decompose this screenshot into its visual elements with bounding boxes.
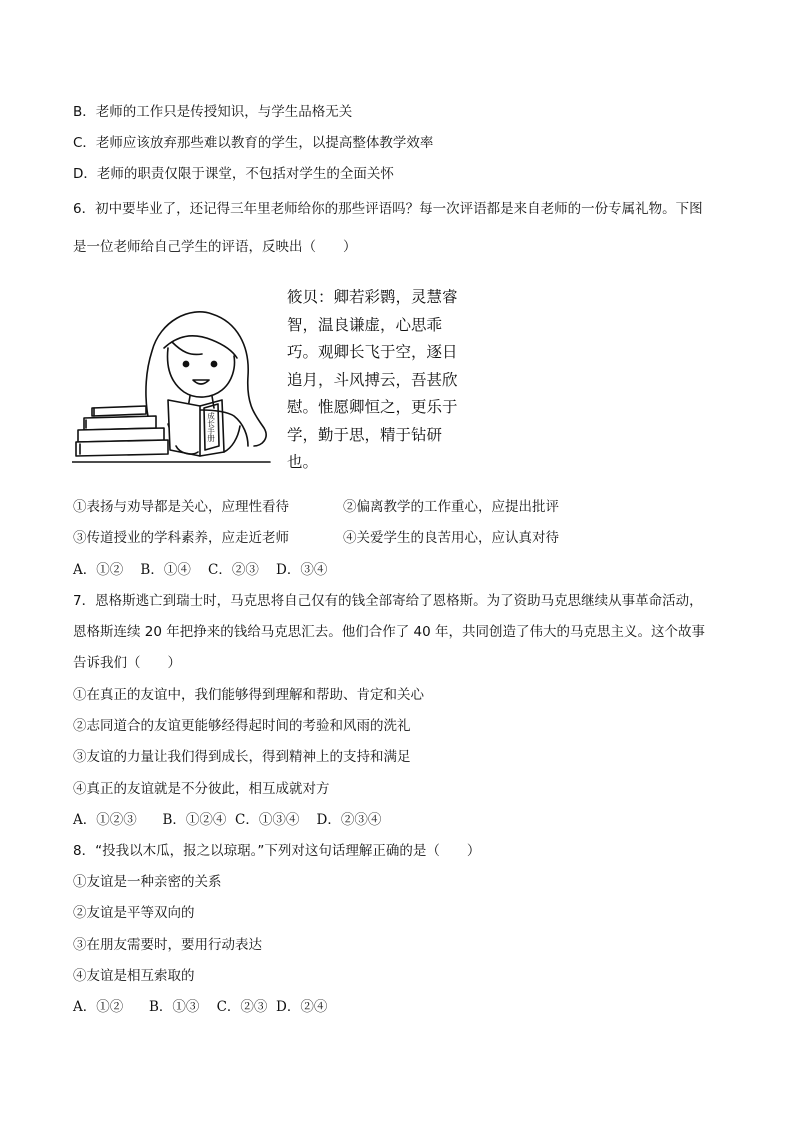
q7-option-a: A．①②③ <box>73 812 137 828</box>
q5-option-c: C．老师应该放弃那些难以教育的学生，以提高整体教学效率 <box>73 135 434 151</box>
q6-option-a: A．①② <box>73 562 124 578</box>
teacher-comment-card <box>287 284 473 477</box>
q8-option-c: C．②③ <box>216 999 268 1015</box>
comment-line: 巧。观卿长飞于空，逐日 <box>287 343 458 361</box>
q6-stem-line2: 是一位老师给自己学生的评语，反映出（ ） <box>73 239 357 255</box>
q7-statement-2: ②志同道合的友谊更能够经得起时间的考验和风雨的洗礼 <box>73 718 411 734</box>
q8-option-b: B．①③ <box>149 999 200 1015</box>
q7-option-b: B．①②④ <box>162 812 227 828</box>
q7-option-c: C．①③④ <box>235 812 300 828</box>
q7-option-d: D．②③④ <box>316 812 382 828</box>
q6-statement-2: ②偏离教学的工作重心，应提出批评 <box>343 499 559 515</box>
q7-options <box>73 810 381 830</box>
q8-statement-2: ②友谊是平等双向的 <box>73 905 195 921</box>
q8-stem: 8．“投我以木瓜，报之以琼琚。”下列对这句话理解正确的是（ ） <box>73 843 481 859</box>
comment-line: 智，温良谦虚，心思乖 <box>287 315 443 334</box>
comment-line: 筱贝：卿若彩鹮，灵慧睿 <box>287 288 458 306</box>
q5-option-b: B．老师的工作只是传授知识，与学生品格无关 <box>73 104 353 120</box>
q7-stem-line3: 告诉我们（ ） <box>73 655 181 671</box>
q6-option-d: D．③④ <box>276 562 328 578</box>
q7-statement-3: ③友谊的力量让我们得到成长，得到精神上的支持和满足 <box>73 749 411 765</box>
girl-reading-icon <box>72 296 272 468</box>
q6-option-c: C．②③ <box>208 562 259 578</box>
q8-option-a: A．①② <box>73 999 124 1015</box>
q7-statement-4: ④真正的友谊就是不分彼此，相互成就对方 <box>73 781 330 797</box>
q8-statement-4: ④友谊是相互索取的 <box>73 968 195 984</box>
girl-reading-illustration <box>72 296 272 468</box>
q6-statement-3: ③传道授业的学科素养，应走近老师 <box>73 530 289 546</box>
q7-statement-1: ①在真正的友谊中，我们能够得到理解和帮助、肯定和关心 <box>73 687 424 703</box>
q8-statement-3: ③在朋友需要时，要用行动表达 <box>73 937 262 953</box>
q8-options <box>73 997 327 1017</box>
q6-options <box>73 560 327 580</box>
comment-line: 也。 <box>287 453 319 471</box>
q6-statement-1: ①表扬与劝导都是关心，应理性看待 <box>73 499 289 515</box>
q6-option-b: B．①④ <box>140 562 191 578</box>
q8-option-d: D．②④ <box>276 999 328 1015</box>
q5-option-d: D．老师的职责仅限于课堂，不包括对学生的全面关怀 <box>73 166 394 182</box>
q6-statement-4: ④关爱学生的良苦用心，应认真对待 <box>343 530 559 546</box>
comment-line: 学，勤于思，精于钻研 <box>287 425 443 444</box>
comment-line: 慰。惟愿卿恒之，更乐于 <box>287 398 458 416</box>
q8-statement-1: ①友谊是一种亲密的关系 <box>73 874 222 890</box>
q6-stem-line1: 6．初中要毕业了，还记得三年里老师给你的那些评语吗？每一次评语都是来自老师的一份专属礼物。下图 <box>73 201 703 217</box>
q7-stem-line2: 恩格斯连续 20 年把挣来的钱给马克思汇去。他们合作了 40 年，共同创造了伟大的马克思主义。这个故事 <box>73 624 706 640</box>
q7-stem-line1: 7．恩格斯逃亡到瑞士时，马克思将自己仅有的钱全部寄给了恩格斯。为了资助马克思继续从事革命活动， <box>73 593 703 609</box>
book-label: 成长手册 <box>206 412 216 442</box>
comment-line: 追月，斗风搏云，吾甚欣 <box>287 370 458 389</box>
